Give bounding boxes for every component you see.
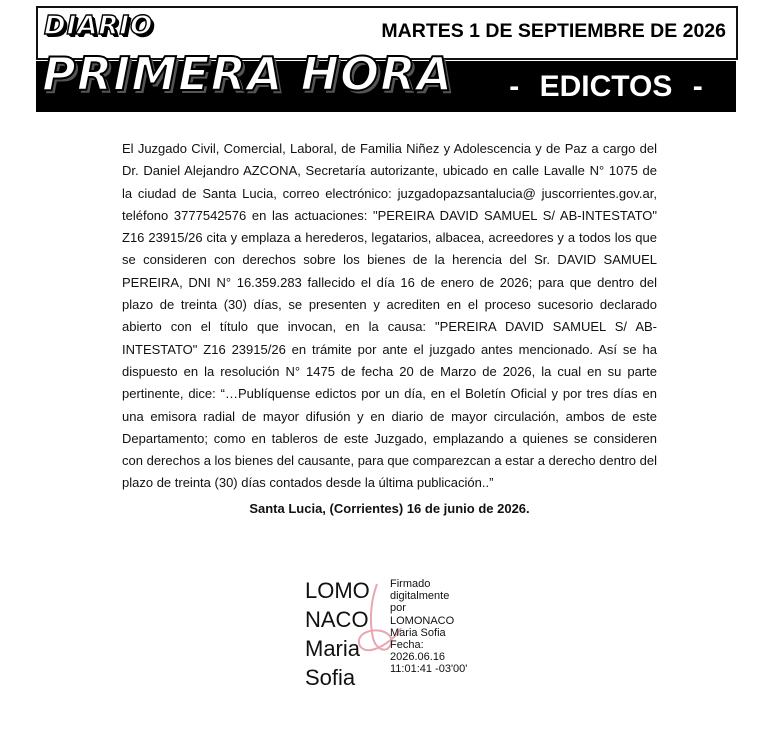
signer-name-line: Maria (305, 636, 361, 661)
signature-details (390, 578, 505, 676)
signature-detail-line: Fecha: (390, 639, 424, 652)
signature-detail-line: 11:01:41 -03'00' (390, 663, 468, 676)
signature-detail-line: Maria Sofia (390, 626, 446, 639)
section-dash-right: - (692, 70, 703, 103)
signer-name-line: Sofia (305, 665, 356, 690)
newspaper-brand-small: DIARIO (44, 11, 154, 41)
section-label: EDICTOS (539, 70, 673, 103)
edict-body: El Juzgado Civil, Comercial, Laboral, de Familia Niñez y Adolescencia y de Paz a cargo del Dr. Daniel Alejandro AZCONA, Secretaría autorizante, ubicado en calle Lavalle N° 1075 de la ciudad de Santa Lucia, correo electrónico: juzgadopazsantalucia@ juscorrientes.gov.ar, teléfono 3777542576 en las actuaciones: "PEREIRA DAVID SAMUEL S/ AB-INTESTATO" Z16 23915/26 cita y emplaza a herederos, legatarios, albacea, acreedores y a todos los que se consideren con derechos sobre los bienes de la herencia del Sr. DAVID SAMUEL PEREIRA, DNI N° 16.359.283 fallecido el día 16 de enero de 2026; para que dentro del plazo de treinta (30) días, se presenten y acrediten en el proceso sucesorio declarado abierto con el título que invocan, en la causa: "PEREIRA DAVID SAMUEL S/ AB-INTESTATO" Z16 23915/26 en trámite por ante el juzgado antes mencionado. Así se ha dispuesto en la resolución N° 1475 de fecha 20 de Marzo de 2026, la cual en su parte pertinente, dice: “…Publíquense edictos por un día, en el Boletín Oficial y por tres días en una emisora radial de mayor difusión y en diario de mayor circulación, ambos de este Departamento; como en tableros de este Juzgado, emplazando a quienes se consideren con derechos a los bienes del causante, para que comparezcan a estar a derecho dentro del plazo de treinta (30) días contados desde la última publicación..” (122, 141, 657, 491)
newspaper-brand-large: PRIMERA HORA (42, 47, 454, 101)
signature-detail-line: LOMONACO (390, 614, 455, 627)
digital-signature-block (305, 576, 505, 696)
signer-name-line: NACO (305, 607, 369, 632)
masthead (36, 6, 736, 112)
signature-detail-line: digitalmente (390, 590, 450, 603)
section-title (476, 61, 736, 112)
signature-detail-line: Firmado (390, 578, 431, 590)
signer-name (305, 576, 385, 692)
signer-name-line: LOMO (305, 578, 370, 603)
section-dash-left: - (509, 70, 520, 103)
signature-detail-line: por (390, 602, 406, 615)
signature-detail-line: 2026.06.16 (390, 651, 446, 664)
edict-text (122, 138, 657, 495)
issue-date: MARTES 1 DE SEPTIEMBRE DE 2026 (381, 20, 726, 42)
edict-closing: Santa Lucia, (Corrientes) 16 de junio de 2026. (249, 501, 530, 516)
